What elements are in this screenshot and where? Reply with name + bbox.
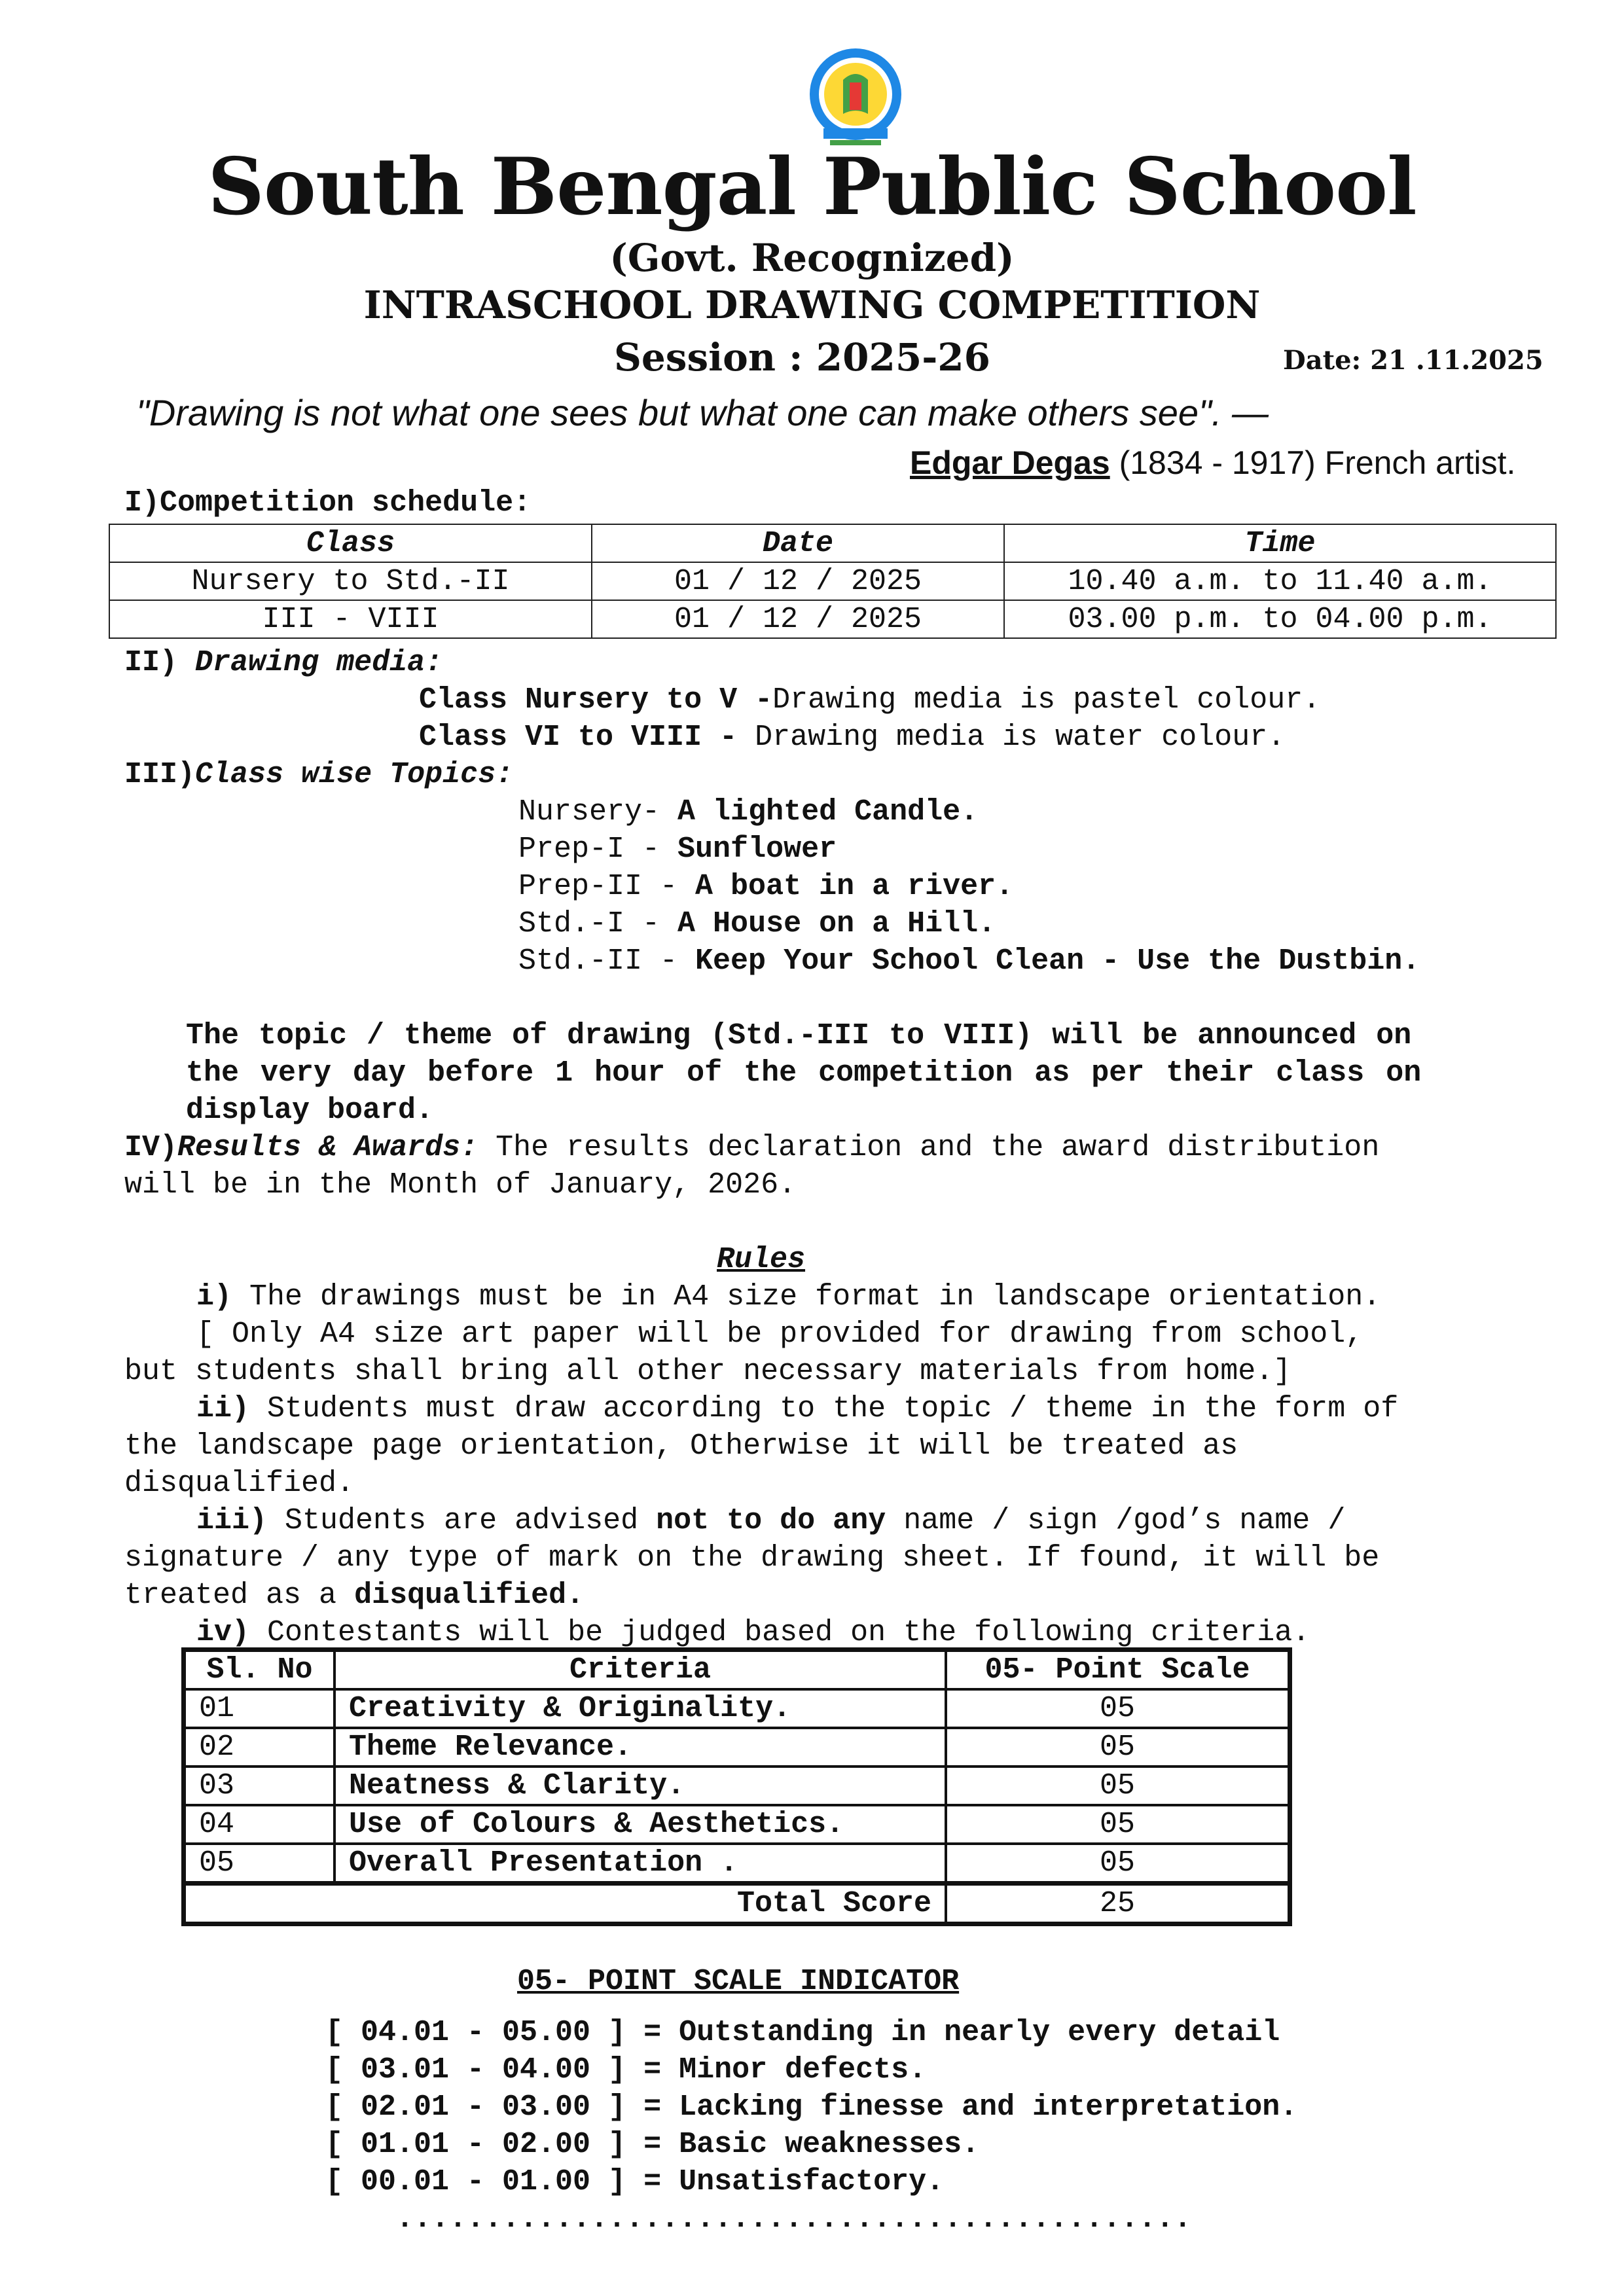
criteria-slno: 03 [184, 1767, 335, 1805]
rule-2-line-3: disqualified. [124, 1467, 355, 1500]
criteria-header-row [184, 1650, 1290, 1690]
results-line-2: will be in the Month of January, 2026. [124, 1168, 797, 1202]
rule-3-line-2: signature / any type of mark on the drawing sheet. If found, it will be [124, 1541, 1380, 1575]
topic-name: Keep Your School Clean - Use the Dustbin. [695, 944, 1420, 978]
media-title: Drawing media: [195, 646, 443, 679]
rule-3-line-3 [124, 1577, 584, 1614]
session-label: Session : 2025-26 [614, 335, 990, 380]
results-line-1 [124, 1129, 1379, 1166]
criteria-name: Neatness & Clarity. [334, 1767, 946, 1805]
rule-emphasis: disqualified. [354, 1579, 585, 1612]
topic-name: A lighted Candle. [677, 795, 979, 829]
list-item [518, 868, 1013, 905]
schedule-heading: I)Competition schedule: [124, 486, 532, 520]
scale-heading: 05- POINT SCALE INDICATOR [517, 1965, 960, 1998]
recognition-subtitle: (Govt. Recognized) [609, 236, 1015, 280]
criteria-points: 05 [946, 1805, 1290, 1844]
rule-text: Contestants will be judged based on the following criteria. [249, 1616, 1310, 1649]
table-row [184, 1689, 1290, 1728]
list-item: [ 01.01 - 02.00 ] = Basic weaknesses. [325, 2128, 980, 2161]
topic-name: A House on a Hill. [677, 907, 996, 941]
criteria-slno: 04 [184, 1805, 335, 1844]
topic-class: Nursery- [518, 795, 678, 829]
table-row [184, 1728, 1290, 1767]
topic-class: Std.-I - [518, 907, 678, 941]
schedule-cell: 01 / 12 / 2025 [592, 600, 1004, 638]
criteria-name: Overall Presentation . [334, 1844, 946, 1884]
rule-text: The drawings must be in A4 size format in landscape orientation. [232, 1280, 1381, 1314]
topic-class: Prep-I - [518, 833, 678, 866]
list-item [518, 831, 837, 868]
schedule-col-time: Time [1004, 524, 1556, 562]
list-item [518, 942, 1420, 980]
results-num: IV) [124, 1131, 178, 1164]
rule-1-line-1 [196, 1278, 1380, 1316]
media-line-1 [419, 681, 1320, 719]
topic-note-line: The topic / theme of drawing (Std.-III to VIII) will be announced on [186, 1019, 1412, 1052]
topic-class: Std.-II - [518, 944, 696, 978]
total-label: Total Score [184, 1884, 947, 1924]
rule-num: ii) [196, 1392, 250, 1426]
criteria-col-criteria: Criteria [334, 1650, 946, 1690]
rule-num: iv) [196, 1616, 250, 1649]
quote-text: "Drawing is not what one sees but what one can make others see". — [136, 392, 1269, 433]
schedule-col-class: Class [109, 524, 592, 562]
criteria-points: 05 [946, 1767, 1290, 1805]
list-item [518, 793, 978, 831]
criteria-slno: 01 [184, 1689, 335, 1728]
criteria-name: Creativity & Originality. [334, 1689, 946, 1728]
schedule-col-date: Date [592, 524, 1004, 562]
schedule-header-row [109, 524, 1556, 562]
criteria-name: Use of Colours & Aesthetics. [334, 1805, 946, 1844]
schedule-cell: 03.00 p.m. to 04.00 p.m. [1004, 600, 1556, 638]
date-label: Date: 21 .11.2025 [1283, 345, 1543, 376]
schedule-cell: III - VIII [109, 600, 592, 638]
rule-2-line-1 [196, 1390, 1398, 1427]
criteria-name: Theme Relevance. [334, 1728, 946, 1767]
rule-text: treated as a [124, 1579, 355, 1612]
rule-text: Students must draw according to the topic / theme in the form of [249, 1392, 1399, 1426]
table-row [184, 1767, 1290, 1805]
criteria-points: 05 [946, 1728, 1290, 1767]
quote-author-detail: (1834 - 1917) French artist. [1110, 444, 1516, 481]
results-text: The results declaration and the award distribution [478, 1131, 1380, 1164]
topics-title: Class wise Topics: [195, 758, 514, 791]
total-value: 25 [946, 1884, 1290, 1924]
topic-note-line: display board. [186, 1094, 434, 1127]
media-heading [124, 644, 442, 681]
topic-name: Sunflower [677, 833, 837, 866]
criteria-points: 05 [946, 1844, 1290, 1884]
rule-1-line-2: [ Only A4 size art paper will be provided for drawing from school, [196, 1318, 1363, 1351]
table-row [184, 1805, 1290, 1844]
media-description: Drawing media is pastel colour. [772, 683, 1321, 717]
event-title: INTRASCHOOL DRAWING COMPETITION [363, 283, 1261, 327]
list-item: [ 04.01 - 05.00 ] = Outstanding in nearly every detail [325, 2016, 1280, 2049]
rule-4-line-1 [196, 1614, 1310, 1651]
rule-3-line-1 [196, 1502, 1345, 1539]
quote-author-name: Edgar Degas [910, 444, 1110, 481]
criteria-col-slno: Sl. No [184, 1650, 335, 1690]
topics-heading [124, 756, 513, 793]
media-description: Drawing media is water colour. [755, 721, 1286, 754]
rule-num: iii) [196, 1504, 268, 1537]
rule-1-line-3: but students shall bring all other necessary materials from home.] [124, 1355, 1291, 1388]
rule-text: name / sign /god’s name / [886, 1504, 1346, 1537]
criteria-col-scale: 05- Point Scale [946, 1650, 1290, 1690]
schedule-cell: Nursery to Std.-II [109, 562, 592, 600]
criteria-points: 05 [946, 1689, 1290, 1728]
criteria-slno: 05 [184, 1844, 335, 1884]
schedule-cell: 10.40 a.m. to 11.40 a.m. [1004, 562, 1556, 600]
media-class-range: Class Nursery to V - [419, 683, 773, 717]
rules-heading: Rules [717, 1243, 806, 1276]
end-divider: ............................................. [396, 2202, 1192, 2236]
list-item: [ 02.01 - 03.00 ] = Lacking finesse and interpretation. [325, 2090, 1298, 2124]
media-class-range: Class VI to VIII - [419, 721, 755, 754]
criteria-table [181, 1647, 1292, 1926]
school-name: South Bengal Public School [208, 141, 1416, 233]
topic-note-line: the very day before 1 hour of the competition as per their class on [186, 1056, 1422, 1090]
schedule-cell: 01 / 12 / 2025 [592, 562, 1004, 600]
total-row [184, 1884, 1290, 1924]
table-row [109, 600, 1556, 638]
topic-class: Prep-II - [518, 870, 696, 903]
list-item: [ 00.01 - 01.00 ] = Unsatisfactory. [325, 2165, 945, 2198]
list-item [518, 905, 996, 942]
schedule-table [109, 524, 1557, 639]
topics-num: III) [124, 758, 196, 791]
school-logo [804, 42, 907, 153]
list-item: [ 03.01 - 04.00 ] = Minor defects. [325, 2053, 927, 2087]
results-title: Results & Awards: [177, 1131, 478, 1164]
rule-num: i) [196, 1280, 232, 1314]
media-line-2 [419, 719, 1285, 756]
rule-text: Students are advised [267, 1504, 657, 1537]
criteria-slno: 02 [184, 1728, 335, 1767]
rule-2-line-2: the landscape page orientation, Otherwise it will be treated as [124, 1429, 1238, 1463]
media-num: II) [124, 646, 196, 679]
quote-author [910, 444, 1515, 482]
table-row [184, 1844, 1290, 1884]
rule-emphasis: not to do any [656, 1504, 886, 1537]
topic-name: A boat in a river. [695, 870, 1014, 903]
table-row [109, 562, 1556, 600]
